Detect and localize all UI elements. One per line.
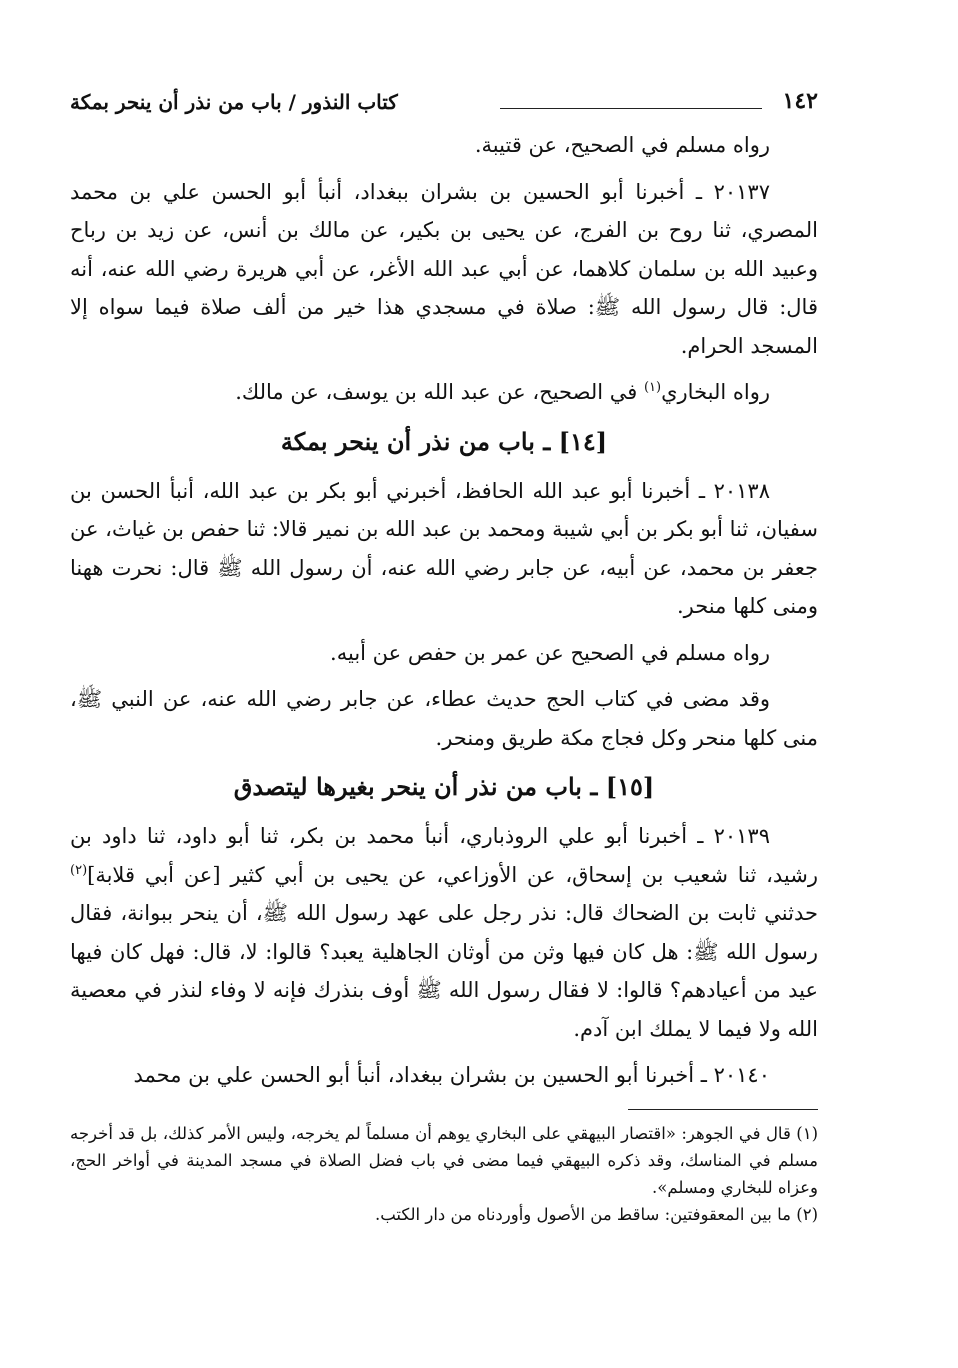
paragraph-bukhari-text-b: في الصحيح، عن عبد الله بن يوسف، عن مالك. — [235, 380, 644, 404]
footnote-ref-1: (١) — [643, 380, 662, 395]
footnote-1: (١) قال في الجوهر: «اقتصار البيهقي على البخاري يوهم أن مسلماً لم يخرجه، وليس الأمر كذلك، بل قد أخرجه مسلم في المناسك، وقد ذكره البيهقي فيما مضى في باب فضل الصلاة في مسجد المدينة في أواخر الحج، وعزاه للبخاري ومسلم». — [70, 1123, 818, 1197]
page-header — [70, 78, 818, 118]
paragraph-hajj-reference: وقد مضى في كتاب الحج حديث عطاء، عن جابر رضي الله عنه، عن النبي ﷺ، منى كلها منحر وكل فجاج مكة طريق ومنحر. — [70, 687, 818, 750]
hadith-20139-text-a: ٢٠١٣٩ ـ أخبرنا أبو علي الروذباري، أنبأ محمد بن بكر، ثنا أبو داود، ثنا داود بن رشيد، ثنا شعيب بن إسحاق، عن الأوزاعي، عن يحيى بن أبي كثير [عن أبي قلابة] — [70, 824, 818, 887]
paragraph-bukhari — [70, 373, 818, 412]
footnote-ref-2: (٢) — [70, 862, 88, 878]
header-rule — [500, 108, 762, 109]
chapter-heading-15: [١٥] ـ باب من نذر أن ينحر بغيرها ليتصدق — [233, 772, 655, 801]
book-page — [70, 78, 818, 1318]
hadith-20140: ٢٠١٤٠ ـ أخبرنا أبو الحسين بن بشران ببغداد، أنبأ أبو الحسن علي بن محمد — [133, 1063, 770, 1087]
footnote-2: (٢) ما بين المعقوفتين: ساقط من الأصول وأوردناه من دار الكتب. — [374, 1204, 818, 1224]
chapter-heading-14: [١٤] ـ باب من نذر أن ينحر بمكة — [280, 426, 608, 456]
running-title: كتاب النذور / باب من نذر أن ينحر بمكة — [70, 90, 398, 114]
paragraph-muslim: رواه مسلم في الصحيح عن عمر بن حفص عن أبيه. — [330, 640, 770, 665]
paragraph-bukhari-text-a: رواه البخاري — [661, 380, 770, 404]
hadith-20139-text-b: حدثني ثابت بن الضحاك قال: نذر رجل على عهد رسول الله ﷺ، أن ينحر ببوانة، فقال رسول الله ﷺ: هل كان فيها وثن من أوثان الجاهلية يعبد؟ قالوا: لا، قال: فهل كان فيها عيد من أعيادهم؟ قالوا: لا فقال رسول الله ﷺ أوف بنذرك فإنه لا وفاء لنذر في معصية الله ولا فيما لا يملك ابن آدم. — [70, 901, 818, 1041]
hadith-20139 — [70, 817, 818, 1048]
paragraph-narration: رواه مسلم في الصحيح، عن قتيبة. — [474, 133, 770, 157]
footnote-separator — [628, 1109, 818, 1110]
hadith-20137: ٢٠١٣٧ ـ أخبرنا أبو الحسين بن بشران ببغداد، أنبأ أبو الحسن علي بن محمد المصري، ثنا روح بن الفرج، عن يحيى بن بكير، عن مالك بن أنس، عن زيد بن رباح وعبيد الله بن سلمان كلاهما، عن أبي عبد الله الأغر، عن أبي هريرة رضي الله عنه، أنه قال: قال رسول الله ﷺ: صلاة في مسجدي هذا خير من ألف صلاة فيما سواه إلا المسجد الحرام. — [70, 179, 818, 358]
page-number: ١٤٢ — [782, 88, 818, 114]
hadith-20138: ٢٠١٣٨ ـ أخبرنا أبو عبد الله الحافظ، أخبرني أبو بكر بن عبد الله، أنبأ الحسن بن سفيان، ثنا أبو بكر بن أبي شيبة ومحمد بن عبد الله بن نمير قالا: ثنا حفص بن غياث، عن جعفر بن محمد، عن أبيه، عن جابر رضي الله عنه، أن رسول الله ﷺ قال: نحرت ههنا ومنى كلها منحر. — [69, 478, 818, 618]
